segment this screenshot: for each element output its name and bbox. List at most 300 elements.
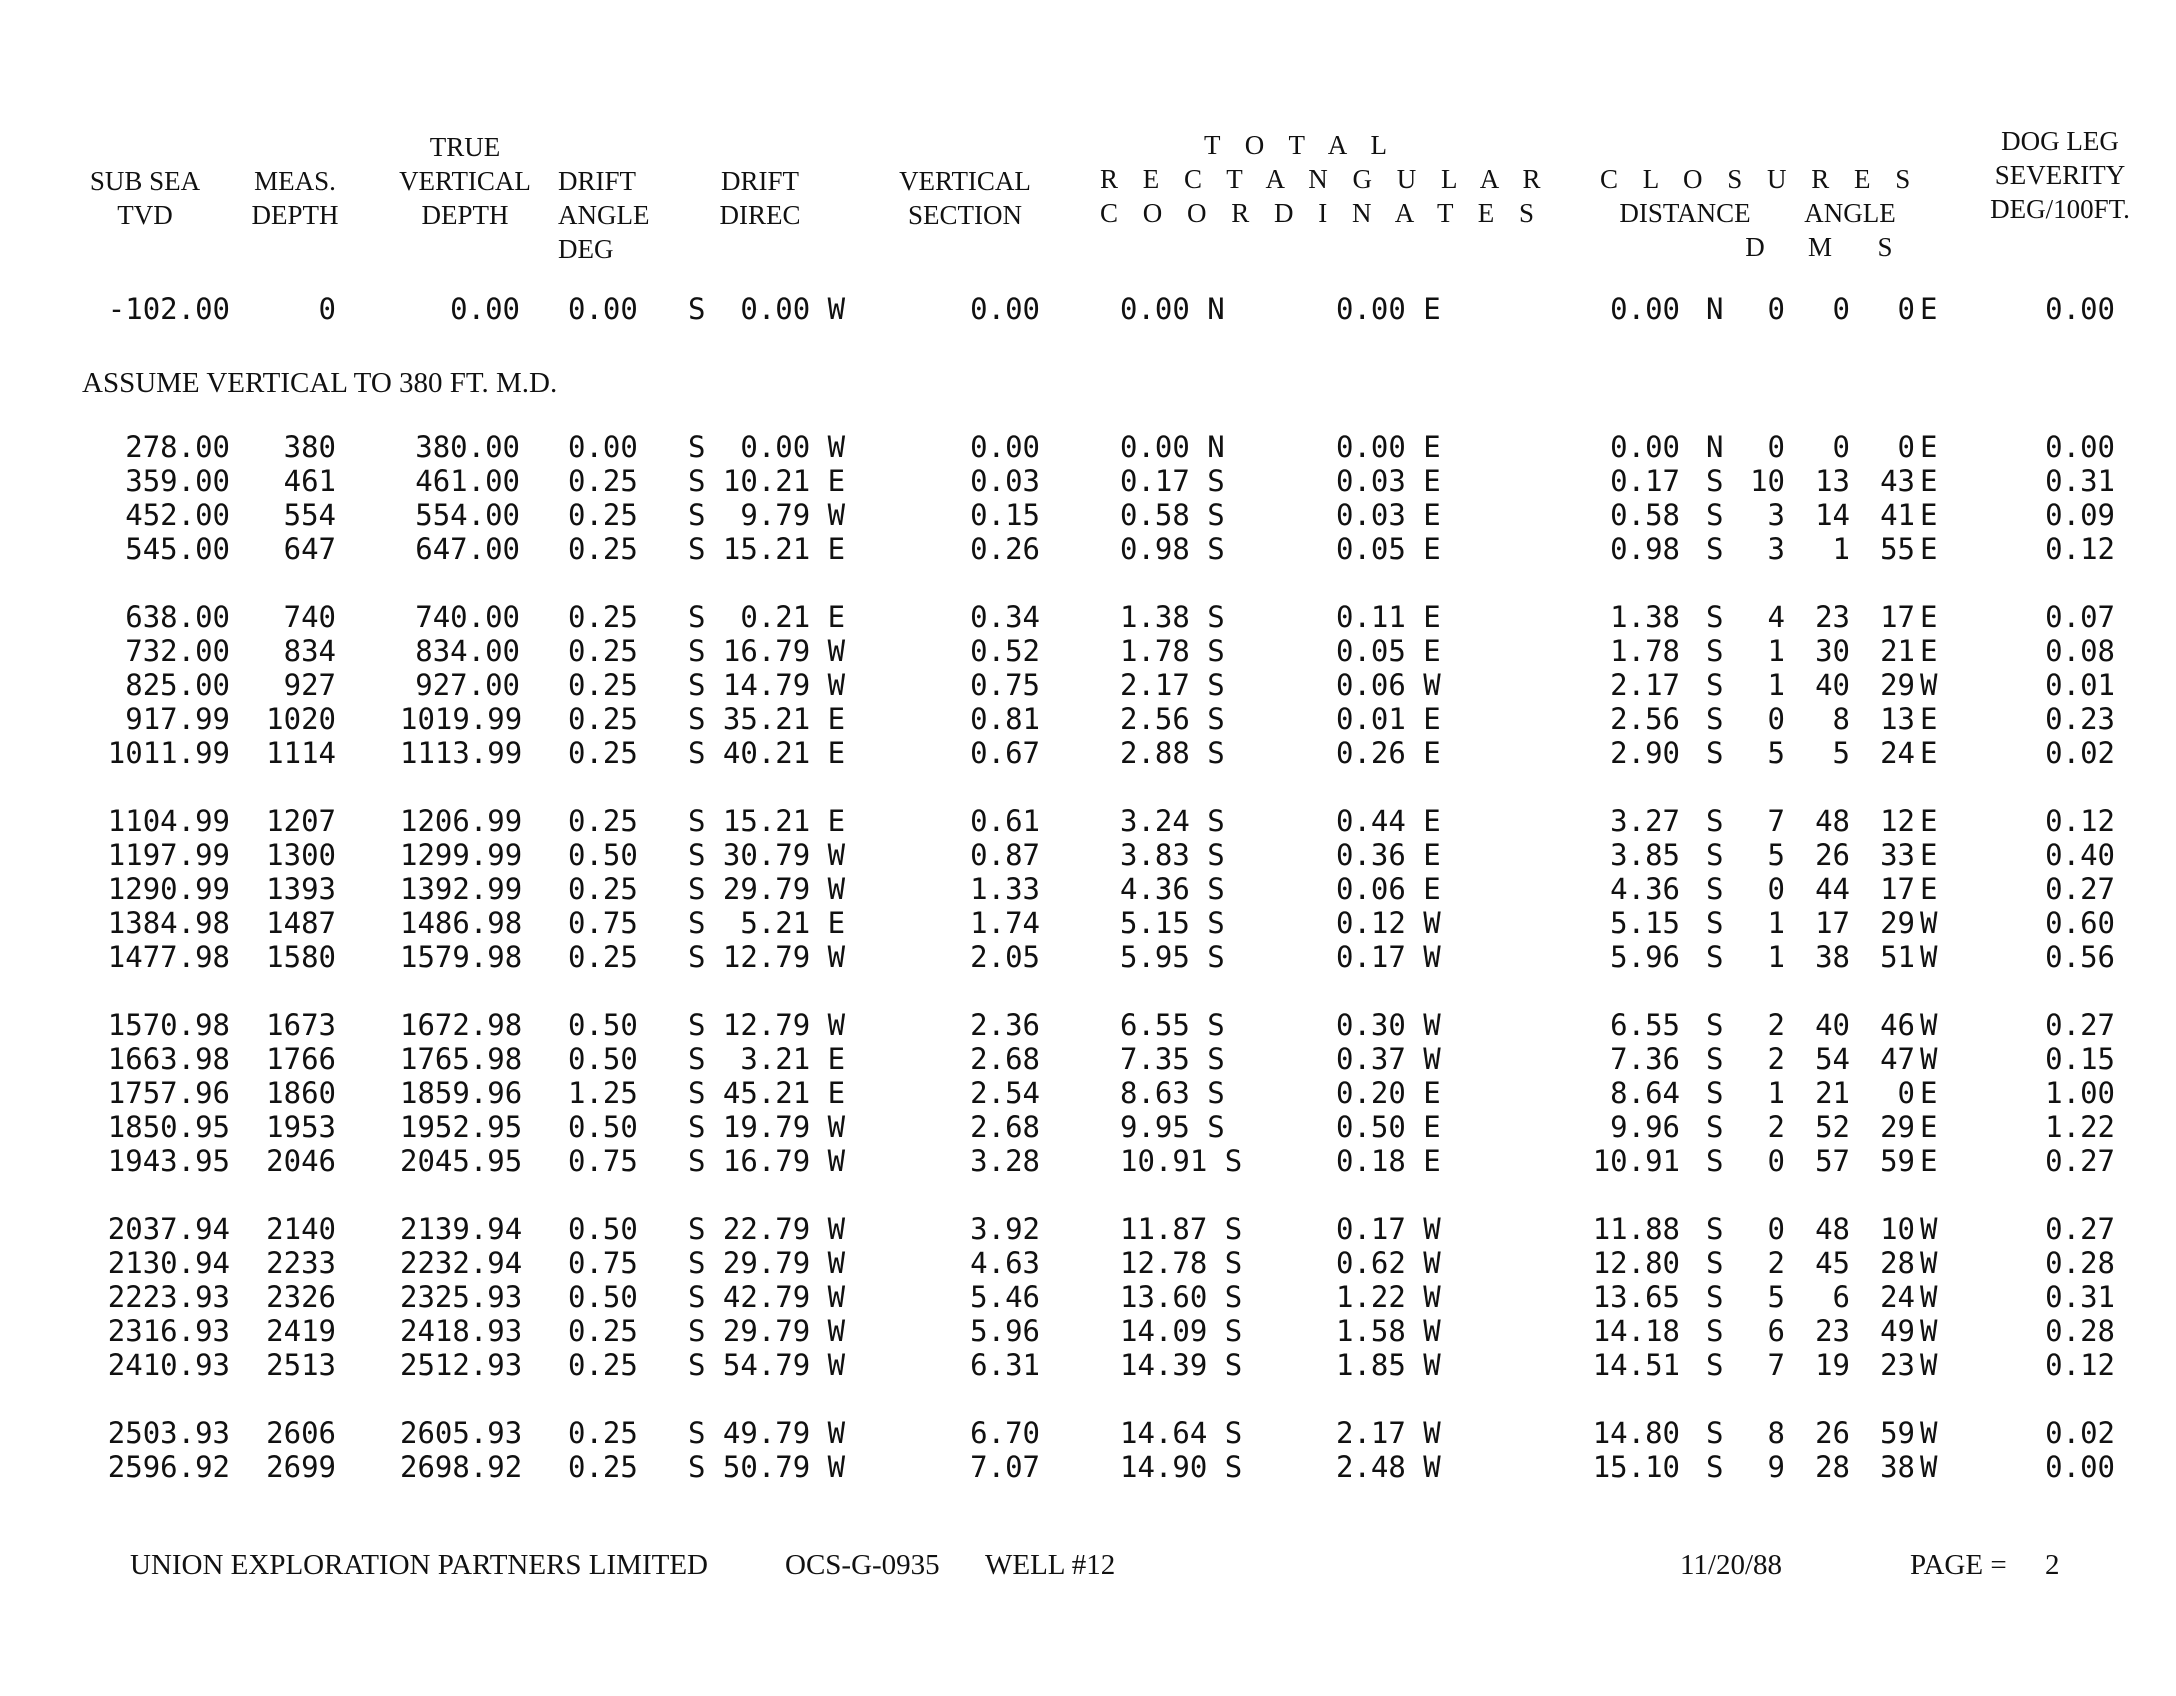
- cell-tvd: 2410.93: [107, 1348, 230, 1382]
- cell-md: 1860: [266, 1076, 336, 1110]
- cell-d: 3: [1767, 498, 1785, 532]
- cell-ew: 0.44 E: [1336, 804, 1441, 838]
- cell-dls: 0.28: [2045, 1314, 2115, 1348]
- cell-tvd: 2503.93: [107, 1416, 230, 1450]
- table-row: [0, 1042, 2176, 1076]
- table-row: [0, 906, 2176, 940]
- cell-ns: 0.17 S: [1120, 464, 1225, 498]
- cell-dir: S 16.79 W: [688, 634, 846, 668]
- cell-true-vd: 647.00: [415, 532, 520, 566]
- cell-ew: 0.06 W: [1336, 668, 1441, 702]
- cell-q1: S: [1706, 1416, 1724, 1450]
- cell-q2: E: [1920, 736, 1938, 770]
- cell-d: 2: [1767, 1042, 1785, 1076]
- cell-tvd: 638.00: [125, 600, 230, 634]
- cell-ns: 2.17 S: [1120, 668, 1225, 702]
- cell-s: 41: [1880, 498, 1915, 532]
- cell-dls: 0.23: [2045, 702, 2115, 736]
- cell-s: 12: [1880, 804, 1915, 838]
- cell-dir: S 35.21 E: [688, 702, 846, 736]
- cell-dls: 0.12: [2045, 1348, 2115, 1382]
- cell-angle: 1.25: [568, 1076, 638, 1110]
- cell-true-vd: 1952.95: [400, 1110, 523, 1144]
- cell-ns: 5.95 S: [1120, 940, 1225, 974]
- cell-angle: 0.50: [568, 1042, 638, 1076]
- cell-angle: 0.25: [568, 668, 638, 702]
- cell-q2: E: [1920, 1076, 1938, 1110]
- cell-q1: S: [1706, 532, 1724, 566]
- cell-d: 0: [1767, 702, 1785, 736]
- cell-q2: E: [1920, 532, 1938, 566]
- header-closure-deg: D: [1745, 232, 1765, 262]
- cell-angle: 0.25: [568, 464, 638, 498]
- cell-dir: S 45.21 E: [688, 1076, 846, 1110]
- cell-q1: S: [1706, 1280, 1724, 1314]
- cell-d: 9: [1767, 1450, 1785, 1484]
- cell-s: 29: [1880, 906, 1915, 940]
- table-row: [0, 838, 2176, 872]
- cell-q1: S: [1706, 1144, 1724, 1178]
- cell-q2: E: [1920, 1144, 1938, 1178]
- cell-angle: 0.25: [568, 702, 638, 736]
- cell-angle: 0.00: [568, 292, 638, 326]
- cell-tvd: 2596.92: [107, 1450, 230, 1484]
- cell-md: 927: [283, 668, 336, 702]
- cell-dir: S 29.79 W: [688, 1246, 846, 1280]
- cell-dir: S 12.79 W: [688, 1008, 846, 1042]
- cell-q2: E: [1920, 804, 1938, 838]
- cell-ew: 0.36 E: [1336, 838, 1441, 872]
- cell-q1: S: [1706, 940, 1724, 974]
- cell-dist: 6.55: [1610, 1008, 1680, 1042]
- cell-tvd: 1850.95: [107, 1110, 230, 1144]
- cell-true-vd: 2232.94: [400, 1246, 523, 1280]
- cell-true-vd: 1392.99: [400, 872, 523, 906]
- table-row: [0, 736, 2176, 770]
- table-row: [0, 1314, 2176, 1348]
- cell-md: 1300: [266, 838, 336, 872]
- cell-true-vd: 1859.96: [400, 1076, 523, 1110]
- cell-true-vd: 1765.98: [400, 1042, 523, 1076]
- cell-true-vd: 2139.94: [400, 1212, 523, 1246]
- cell-dir: S 54.79 W: [688, 1348, 846, 1382]
- table-row: [0, 1416, 2176, 1450]
- cell-tvd: 1477.98: [107, 940, 230, 974]
- cell-md: 834: [283, 634, 336, 668]
- cell-dir: S 29.79 W: [688, 1314, 846, 1348]
- cell-s: 21: [1880, 634, 1915, 668]
- cell-d: 1: [1767, 906, 1785, 940]
- cell-vs: 2.05: [970, 940, 1040, 974]
- cell-ew: 0.50 E: [1336, 1110, 1441, 1144]
- cell-dls: 0.27: [2045, 872, 2115, 906]
- cell-s: 0: [1897, 430, 1915, 464]
- cell-ew: 0.17 W: [1336, 1212, 1441, 1246]
- cell-dist: 3.27: [1610, 804, 1680, 838]
- cell-angle: 0.25: [568, 1348, 638, 1382]
- cell-q1: N: [1706, 430, 1724, 464]
- cell-true-vd: 1019.99: [400, 702, 523, 736]
- cell-d: 1: [1767, 940, 1785, 974]
- cell-md: 2046: [266, 1144, 336, 1178]
- cell-dls: 0.27: [2045, 1212, 2115, 1246]
- cell-ew: 0.20 E: [1336, 1076, 1441, 1110]
- cell-dls: 0.31: [2045, 1280, 2115, 1314]
- cell-s: 51: [1880, 940, 1915, 974]
- footer-company: UNION EXPLORATION PARTNERS LIMITED: [130, 1549, 708, 1581]
- cell-dls: 0.01: [2045, 668, 2115, 702]
- cell-dls: 0.28: [2045, 1246, 2115, 1280]
- cell-q1: S: [1706, 1348, 1724, 1382]
- cell-tvd: 2130.94: [107, 1246, 230, 1280]
- cell-dir: S 0.21 E: [688, 600, 846, 634]
- cell-true-vd: 1113.99: [400, 736, 523, 770]
- cell-dist: 0.98: [1610, 532, 1680, 566]
- cell-m: 48: [1815, 804, 1850, 838]
- cell-s: 29: [1880, 668, 1915, 702]
- cell-angle: 0.50: [568, 1212, 638, 1246]
- cell-d: 6: [1767, 1314, 1785, 1348]
- cell-ns: 0.58 S: [1120, 498, 1225, 532]
- cell-md: 2326: [266, 1280, 336, 1314]
- cell-d: 3: [1767, 532, 1785, 566]
- cell-tvd: 1384.98: [107, 906, 230, 940]
- cell-dir: S 15.21 E: [688, 532, 846, 566]
- cell-true-vd: 380.00: [415, 430, 520, 464]
- cell-angle: 0.25: [568, 1314, 638, 1348]
- cell-md: 2606: [266, 1416, 336, 1450]
- cell-dist: 1.38: [1610, 600, 1680, 634]
- cell-vs: 6.31: [970, 1348, 1040, 1382]
- cell-q1: S: [1706, 906, 1724, 940]
- cell-q1: S: [1706, 804, 1724, 838]
- cell-ew: 1.58 W: [1336, 1314, 1441, 1348]
- cell-dls: 0.31: [2045, 464, 2115, 498]
- cell-tvd: 1011.99: [107, 736, 230, 770]
- cell-s: 10: [1880, 1212, 1915, 1246]
- cell-d: 1: [1767, 668, 1785, 702]
- cell-ew: 0.62 W: [1336, 1246, 1441, 1280]
- cell-dir: S 12.79 W: [688, 940, 846, 974]
- cell-tvd: 732.00: [125, 634, 230, 668]
- cell-ns: 13.60 S: [1120, 1280, 1243, 1314]
- cell-q1: S: [1706, 600, 1724, 634]
- cell-m: 52: [1815, 1110, 1850, 1144]
- cell-dist: 0.17: [1610, 464, 1680, 498]
- cell-s: 55: [1880, 532, 1915, 566]
- cell-m: 28: [1815, 1450, 1850, 1484]
- cell-md: 1114: [266, 736, 336, 770]
- cell-md: 740: [283, 600, 336, 634]
- cell-m: 30: [1815, 634, 1850, 668]
- cell-q2: W: [1920, 1314, 1938, 1348]
- cell-ew: 0.03 E: [1336, 498, 1441, 532]
- cell-ew: 1.22 W: [1336, 1280, 1441, 1314]
- cell-angle: 0.25: [568, 872, 638, 906]
- cell-ew: 0.30 W: [1336, 1008, 1441, 1042]
- cell-dls: 0.08: [2045, 634, 2115, 668]
- table-row: [0, 668, 2176, 702]
- cell-tvd: 1104.99: [107, 804, 230, 838]
- cell-dist: 13.65: [1592, 1280, 1680, 1314]
- cell-ns: 0.98 S: [1120, 532, 1225, 566]
- cell-ew: 0.11 E: [1336, 600, 1441, 634]
- cell-q1: S: [1706, 464, 1724, 498]
- cell-ns: 2.88 S: [1120, 736, 1225, 770]
- cell-angle: 0.50: [568, 1008, 638, 1042]
- cell-dls: 0.12: [2045, 804, 2115, 838]
- header-true-vertical-depth: TRUE VERTICAL DEPTH: [399, 132, 531, 230]
- cell-dist: 11.88: [1592, 1212, 1680, 1246]
- cell-dls: 0.27: [2045, 1144, 2115, 1178]
- cell-q1: S: [1706, 1212, 1724, 1246]
- cell-m: 23: [1815, 600, 1850, 634]
- header-total-rectangular-coordinates: T O T A L R E C T A N G U L A R C O O R D I N A T E S: [1100, 130, 1550, 228]
- cell-dls: 0.09: [2045, 498, 2115, 532]
- cell-dls: 0.12: [2045, 532, 2115, 566]
- cell-ns: 12.78 S: [1120, 1246, 1243, 1280]
- cell-md: 1766: [266, 1042, 336, 1076]
- cell-md: 2233: [266, 1246, 336, 1280]
- cell-true-vd: 1486.98: [400, 906, 523, 940]
- cell-d: 7: [1767, 1348, 1785, 1382]
- cell-s: 33: [1880, 838, 1915, 872]
- cell-q1: S: [1706, 736, 1724, 770]
- cell-angle: 0.25: [568, 1416, 638, 1450]
- cell-s: 38: [1880, 1450, 1915, 1484]
- cell-d: 4: [1767, 600, 1785, 634]
- cell-vs: 2.54: [970, 1076, 1040, 1110]
- table-row: [0, 1110, 2176, 1144]
- cell-dls: 0.00: [2045, 292, 2115, 326]
- cell-true-vd: 1299.99: [400, 838, 523, 872]
- cell-dir: S 49.79 W: [688, 1416, 846, 1450]
- cell-m: 17: [1815, 906, 1850, 940]
- cell-angle: 0.25: [568, 736, 638, 770]
- cell-ns: 6.55 S: [1120, 1008, 1225, 1042]
- cell-true-vd: 2605.93: [400, 1416, 523, 1450]
- cell-q1: S: [1706, 668, 1724, 702]
- cell-m: 23: [1815, 1314, 1850, 1348]
- cell-s: 23: [1880, 1348, 1915, 1382]
- cell-dist: 14.18: [1592, 1314, 1680, 1348]
- assumption-note: ASSUME VERTICAL TO 380 FT. M.D.: [82, 367, 558, 399]
- cell-m: 26: [1815, 838, 1850, 872]
- cell-angle: 0.25: [568, 498, 638, 532]
- cell-q2: W: [1920, 668, 1938, 702]
- cell-angle: 0.25: [568, 600, 638, 634]
- cell-angle: 0.50: [568, 1280, 638, 1314]
- cell-q2: E: [1920, 600, 1938, 634]
- cell-md: 2513: [266, 1348, 336, 1382]
- cell-m: 6: [1832, 1280, 1850, 1314]
- cell-dist: 9.96: [1610, 1110, 1680, 1144]
- cell-ns: 14.90 S: [1120, 1450, 1243, 1484]
- table-row: [0, 600, 2176, 634]
- header-closures: C L O S U R E S: [1600, 164, 1920, 194]
- cell-q2: E: [1920, 872, 1938, 906]
- cell-dir: S 29.79 W: [688, 872, 846, 906]
- cell-md: 1207: [266, 804, 336, 838]
- cell-q2: W: [1920, 1450, 1938, 1484]
- table-row: [0, 1246, 2176, 1280]
- table-row: [0, 1450, 2176, 1484]
- cell-tvd: 2316.93: [107, 1314, 230, 1348]
- cell-q1: S: [1706, 1246, 1724, 1280]
- cell-q1: S: [1706, 838, 1724, 872]
- cell-s: 0: [1897, 1076, 1915, 1110]
- cell-d: 7: [1767, 804, 1785, 838]
- cell-q2: E: [1920, 292, 1938, 326]
- cell-md: 1393: [266, 872, 336, 906]
- cell-ew: 0.03 E: [1336, 464, 1441, 498]
- cell-ew: 0.18 E: [1336, 1144, 1441, 1178]
- cell-ns: 3.24 S: [1120, 804, 1225, 838]
- cell-d: 10: [1750, 464, 1785, 498]
- cell-q2: E: [1920, 498, 1938, 532]
- cell-tvd: 1663.98: [107, 1042, 230, 1076]
- cell-ew: 2.48 W: [1336, 1450, 1441, 1484]
- cell-md: 1580: [266, 940, 336, 974]
- cell-dls: 1.00: [2045, 1076, 2115, 1110]
- cell-q1: S: [1706, 1110, 1724, 1144]
- cell-ew: 0.05 E: [1336, 532, 1441, 566]
- cell-angle: 0.75: [568, 1144, 638, 1178]
- cell-dist: 7.36: [1610, 1042, 1680, 1076]
- table-row: [0, 498, 2176, 532]
- cell-true-vd: 2698.92: [400, 1450, 523, 1484]
- cell-md: 1487: [266, 906, 336, 940]
- cell-md: 2699: [266, 1450, 336, 1484]
- cell-q2: E: [1920, 430, 1938, 464]
- cell-tvd: 545.00: [125, 532, 230, 566]
- cell-vs: 2.68: [970, 1110, 1040, 1144]
- cell-s: 59: [1880, 1144, 1915, 1178]
- cell-vs: 2.36: [970, 1008, 1040, 1042]
- cell-true-vd: 1672.98: [400, 1008, 523, 1042]
- footer-page-label: PAGE =: [1910, 1549, 2007, 1581]
- cell-md: 1953: [266, 1110, 336, 1144]
- cell-tvd: 917.99: [125, 702, 230, 736]
- cell-q1: S: [1706, 1076, 1724, 1110]
- cell-dir: S 42.79 W: [688, 1280, 846, 1314]
- cell-dir: S 22.79 W: [688, 1212, 846, 1246]
- cell-tvd: 452.00: [125, 498, 230, 532]
- header-sub-sea-tvd: SUB SEA TVD: [89, 166, 201, 230]
- cell-dir: S 3.21 E: [688, 1042, 846, 1076]
- cell-vs: 0.87: [970, 838, 1040, 872]
- cell-md: 554: [283, 498, 336, 532]
- cell-dir: S 15.21 E: [688, 804, 846, 838]
- cell-dist: 0.00: [1610, 292, 1680, 326]
- cell-d: 5: [1767, 838, 1785, 872]
- cell-ns: 2.56 S: [1120, 702, 1225, 736]
- cell-d: 0: [1767, 292, 1785, 326]
- cell-vs: 5.46: [970, 1280, 1040, 1314]
- cell-true-vd: 2512.93: [400, 1348, 523, 1382]
- cell-dist: 15.10: [1592, 1450, 1680, 1484]
- cell-d: 1: [1767, 1076, 1785, 1110]
- table-row: [0, 1008, 2176, 1042]
- cell-ns: 0.00 N: [1120, 430, 1225, 464]
- cell-s: 24: [1880, 736, 1915, 770]
- cell-ns: 8.63 S: [1120, 1076, 1225, 1110]
- cell-dls: 0.40: [2045, 838, 2115, 872]
- cell-true-vd: 834.00: [415, 634, 520, 668]
- cell-true-vd: 927.00: [415, 668, 520, 702]
- cell-dist: 14.51: [1592, 1348, 1680, 1382]
- cell-dir: S 0.00 W: [688, 292, 846, 326]
- table-row: [0, 634, 2176, 668]
- cell-angle: 0.25: [568, 804, 638, 838]
- cell-dir: S 30.79 W: [688, 838, 846, 872]
- cell-ns: 10.91 S: [1120, 1144, 1243, 1178]
- cell-angle: 0.75: [568, 906, 638, 940]
- cell-d: 1: [1767, 634, 1785, 668]
- cell-vs: 0.03: [970, 464, 1040, 498]
- cell-md: 2419: [266, 1314, 336, 1348]
- cell-vs: 0.52: [970, 634, 1040, 668]
- cell-s: 24: [1880, 1280, 1915, 1314]
- cell-ns: 14.39 S: [1120, 1348, 1243, 1382]
- cell-vs: 6.70: [970, 1416, 1040, 1450]
- cell-dls: 0.07: [2045, 600, 2115, 634]
- cell-dist: 1.78: [1610, 634, 1680, 668]
- cell-vs: 0.75: [970, 668, 1040, 702]
- cell-s: 17: [1880, 600, 1915, 634]
- cell-d: 8: [1767, 1416, 1785, 1450]
- cell-m: 13: [1815, 464, 1850, 498]
- cell-ns: 11.87 S: [1120, 1212, 1243, 1246]
- cell-ew: 0.17 W: [1336, 940, 1441, 974]
- cell-dir: S 19.79 W: [688, 1110, 846, 1144]
- cell-m: 8: [1832, 702, 1850, 736]
- cell-s: 0: [1897, 292, 1915, 326]
- cell-m: 0: [1832, 430, 1850, 464]
- cell-ew: 0.06 E: [1336, 872, 1441, 906]
- cell-vs: 0.81: [970, 702, 1040, 736]
- cell-ns: 14.64 S: [1120, 1416, 1243, 1450]
- cell-dir: S 14.79 W: [688, 668, 846, 702]
- cell-ns: 14.09 S: [1120, 1314, 1243, 1348]
- cell-dls: 0.00: [2045, 430, 2115, 464]
- cell-md: 1673: [266, 1008, 336, 1042]
- cell-ns: 1.78 S: [1120, 634, 1225, 668]
- cell-dist: 0.58: [1610, 498, 1680, 532]
- cell-s: 17: [1880, 872, 1915, 906]
- cell-angle: 0.50: [568, 1110, 638, 1144]
- cell-m: 45: [1815, 1246, 1850, 1280]
- cell-vs: 0.00: [970, 430, 1040, 464]
- cell-ew: 0.26 E: [1336, 736, 1441, 770]
- cell-q2: W: [1920, 1280, 1938, 1314]
- cell-tvd: 1197.99: [107, 838, 230, 872]
- cell-vs: 5.96: [970, 1314, 1040, 1348]
- cell-m: 40: [1815, 1008, 1850, 1042]
- cell-dist: 2.90: [1610, 736, 1680, 770]
- cell-q1: S: [1706, 1450, 1724, 1484]
- header-drift-direc: DRIFT DIREC: [719, 166, 801, 230]
- cell-vs: 0.00: [970, 292, 1040, 326]
- cell-vs: 1.74: [970, 906, 1040, 940]
- cell-s: 28: [1880, 1246, 1915, 1280]
- cell-d: 2: [1767, 1110, 1785, 1144]
- cell-dls: 0.27: [2045, 1008, 2115, 1042]
- cell-s: 49: [1880, 1314, 1915, 1348]
- table-row: [0, 292, 2176, 326]
- cell-dls: 0.60: [2045, 906, 2115, 940]
- cell-dir: S 16.79 W: [688, 1144, 846, 1178]
